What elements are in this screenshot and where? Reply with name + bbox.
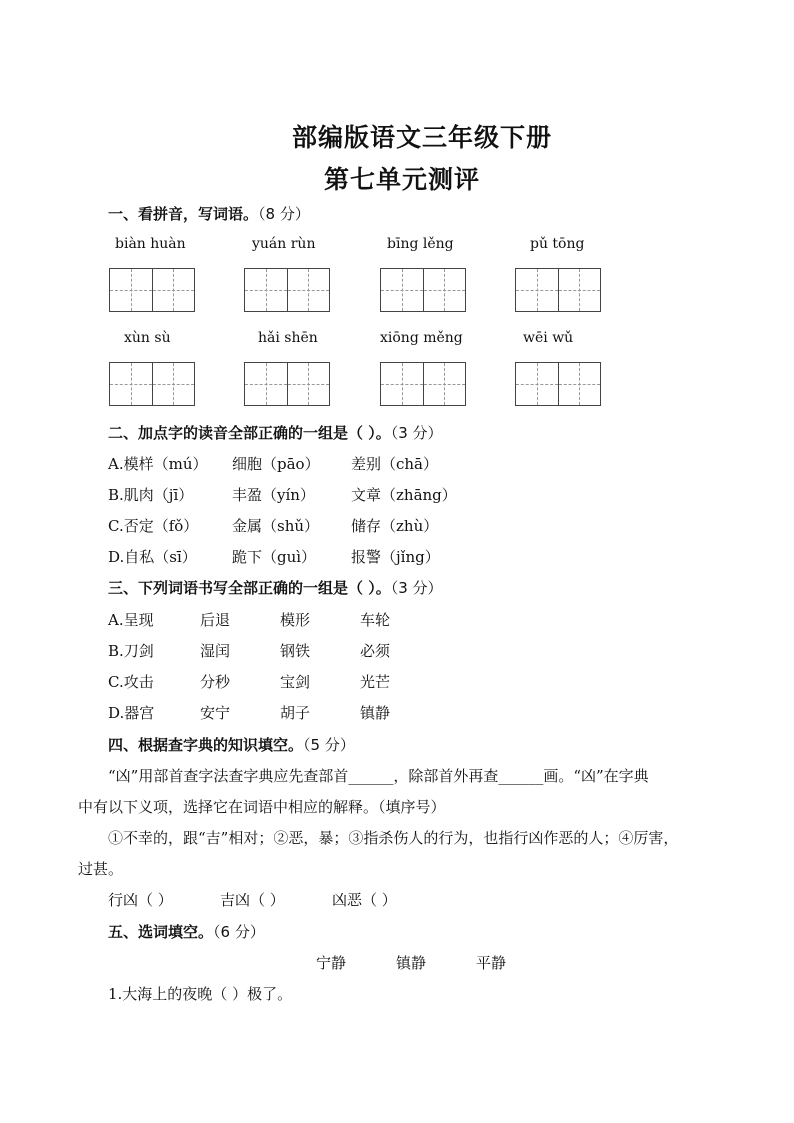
section-3-points: （3 分） xyxy=(390,579,443,597)
writing-grid-4[interactable] xyxy=(515,268,601,312)
s2-d-3: 报警（jǐng） xyxy=(351,548,440,566)
s5-word-3: 平静 xyxy=(476,954,507,972)
pinyin-4: pǔ tōng xyxy=(530,236,585,252)
s4-paragraph-1b: 中有以下义项，选择它在词语中相应的解释。（填序号） xyxy=(78,798,446,816)
s3-a-4: 车轮 xyxy=(360,611,391,629)
s3-a-2: 后退 xyxy=(200,611,231,629)
section-2-heading xyxy=(108,422,443,443)
section-4-heading xyxy=(108,734,355,755)
s3-a-1: A.呈现 xyxy=(108,611,154,629)
s3-d-4: 镇静 xyxy=(360,704,391,722)
section-2-title: 二、加点字的读音全部正确的一组是（ ）。 xyxy=(108,424,391,442)
s2-a-3: 差别（chā） xyxy=(351,455,439,473)
writing-grid-2[interactable] xyxy=(244,268,330,312)
section-2-points: （3 分） xyxy=(390,424,443,442)
section-5-points: （6 分） xyxy=(213,923,265,941)
section-5-title: 五、选词填空。 xyxy=(108,923,214,941)
s3-b-4: 必须 xyxy=(360,642,391,660)
s4-paragraph-2a: ①不幸的，跟“吉”相对；②恶，暴；③指杀伤人的行为，也指行凶作恶的人；④厉害， xyxy=(108,829,679,847)
s2-d-2: 跪下（guì） xyxy=(232,548,317,566)
document-subtitle: 第七单元测评 xyxy=(323,165,480,194)
s2-b-2: 丰盈（yín） xyxy=(232,486,315,504)
section-1-heading xyxy=(108,203,310,224)
writing-grid-8[interactable] xyxy=(515,362,601,406)
section-1-points: （8 分） xyxy=(258,205,310,223)
section-5-heading xyxy=(108,921,265,942)
s3-d-3: 胡子 xyxy=(280,704,311,722)
s2-a-2: 细胞（pāo） xyxy=(232,455,320,473)
s4-paragraph-1a: “凶”用部首查字法查字典应先查部首______，除部首外再查______画。“凶”在字典 xyxy=(108,767,649,785)
section-3-title: 三、下列词语书写全部正确的一组是（ ）。 xyxy=(108,579,391,597)
s3-a-3: 模形 xyxy=(280,611,311,629)
s4-fill-1: 行凶（ ） xyxy=(108,891,173,909)
s3-c-2: 分秒 xyxy=(200,673,231,691)
writing-grid-5[interactable] xyxy=(109,362,195,406)
document-title: 部编版语文三年级下册 xyxy=(291,123,552,152)
s2-c-2: 金属（shǔ） xyxy=(232,517,320,535)
s2-a-1: A.模样（mú） xyxy=(108,455,208,473)
s3-b-3: 钢铁 xyxy=(280,642,311,660)
pinyin-7: xiōng měng xyxy=(380,330,463,346)
writing-grid-7[interactable] xyxy=(380,362,466,406)
section-4-points: （5 分） xyxy=(303,736,355,754)
s5-question-1: 1.大海上的夜晚（ ）极了。 xyxy=(108,985,293,1003)
s2-b-3: 文章（zhāng） xyxy=(351,486,457,504)
pinyin-8: wēi wǔ xyxy=(523,330,574,346)
writing-grid-6[interactable] xyxy=(244,362,330,406)
pinyin-5: xùn sù xyxy=(124,330,171,346)
pinyin-3: bīng lěng xyxy=(387,236,454,252)
pinyin-6: hǎi shēn xyxy=(258,330,318,346)
s2-b-1: B.肌肉（jī） xyxy=(108,486,194,504)
s3-c-3: 宝剑 xyxy=(280,673,311,691)
s3-b-2: 湿闰 xyxy=(200,642,231,660)
s3-c-1: C.攻击 xyxy=(108,673,154,691)
s5-word-1: 宁静 xyxy=(316,954,347,972)
s2-c-1: C.否定（fǒ） xyxy=(108,517,199,535)
writing-grid-3[interactable] xyxy=(380,268,466,312)
section-1-title: 一、看拼音，写词语。 xyxy=(108,205,259,223)
pinyin-2: yuán rùn xyxy=(252,236,316,252)
s4-fill-2: 吉凶（ ） xyxy=(220,891,285,909)
s4-fill-3: 凶恶（ ） xyxy=(332,891,397,909)
section-3-heading xyxy=(108,577,443,598)
s3-b-1: B.刀剑 xyxy=(108,642,154,660)
s3-c-4: 光芒 xyxy=(360,673,391,691)
s3-d-1: D.器宫 xyxy=(108,704,155,722)
s4-paragraph-2b: 过甚。 xyxy=(78,860,124,878)
s5-word-2: 镇静 xyxy=(396,954,427,972)
s3-d-2: 安宁 xyxy=(200,704,231,722)
s2-d-1: D.自私（sī） xyxy=(108,548,197,566)
section-4-title: 四、根据查字典的知识填空。 xyxy=(108,736,304,754)
writing-grid-1[interactable] xyxy=(109,268,195,312)
s2-c-3: 储存（zhù） xyxy=(351,517,439,535)
pinyin-1: biàn huàn xyxy=(115,236,186,252)
